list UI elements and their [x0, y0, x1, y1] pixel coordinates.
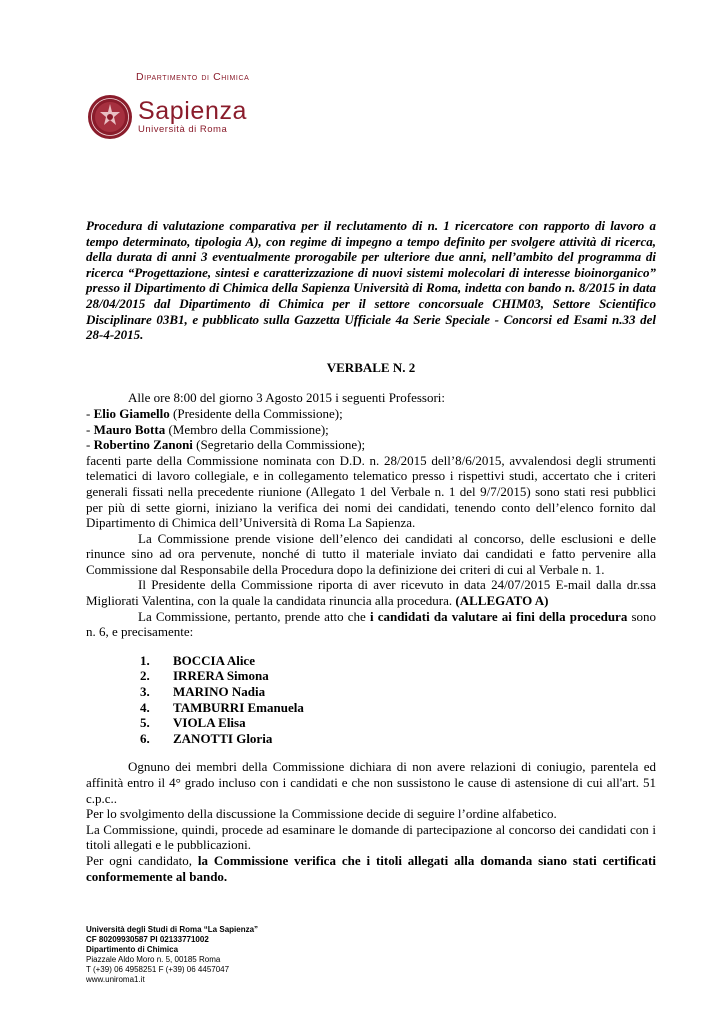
verification-emphasis: la Commissione verifica che i titoli allegati alla domanda siano stati certificati conformemente al bando.: [86, 852, 656, 884]
procedure-intro: Procedura di valutazione comparativa per il reclutamento di n. 1 ricercatore con rapporto di lavoro a tempo determinato, tipologia A), con regime di impegno a tempo definito per svolgere attività di ricerca, della durata di anni 3 eventualmente prorogabile per ulteriore due anni, nell’ambito del programma di ricerca “Progettazione, sintesi e caratterizzazione di nuovi sistemi molecolari di interesse bioinorganico” presso il Dipartimento di Chimica della Sapienza Università di Roma, indetta con bando n. 8/2015 in data 28/04/2015 dal Dipartimento di Chimica per il settore concorsuale CHIM03, Settore Scientifico Disciplinare 03B1, e pubblicato sulla Gazzetta Ufficiale 4a Serie Speciale - Concorsi ed Esami n.33 del 28-4-2015.: [86, 218, 656, 343]
candidate-number: 5.: [140, 715, 150, 731]
paragraph-commission: facenti parte della Commissione nominata con D.D. n. 28/2015 dell’8/6/2015, avvalendosi degli strumenti telematici di lavoro collegiale, e in collegamento telematico presso i rispettivi studi, accertato che i criteri generali fissati nella precedente riunione (Allegato 1 del Verbale n. 1 del 9/7/2015) sono stati resi pubblici per più di sette giorni, iniziano la verifica dei nomi dei candidati, tenendo conto dell’elenco fornito dal Dipartimento di Chimica dell’Università di Roma La Sapienza.: [86, 452, 656, 531]
list-item: [86, 668, 656, 684]
paragraph-order: Per lo svolgimento della discussione la Commissione decide di seguire l’ordine alfabetico.: [86, 806, 557, 822]
opening-line: Alle ore 8:00 del giorno 3 Agosto 2015 i seguenti Professori:: [128, 390, 446, 406]
document-body: [86, 218, 656, 884]
candidate-name: VIOLA Elisa: [173, 715, 246, 731]
member-name: Robertino Zanoni: [93, 437, 193, 453]
footer-address: [86, 925, 406, 985]
paragraph-review: La Commissione prende visione dell’elenco dei candidati al concorso, delle esclusioni e delle rinunce sino ad ora pervenute, nonché di tutto il materiale inviato dai candidati e fatto pervenire alla Commissione dal Responsabile della Procedura dopo la definizione dei criteri di cui al Verbale n. 1.: [86, 530, 656, 577]
withdrawal-text: Il Presidente della Commissione riporta di aver ricevuto in data 24/07/2015 E-mail dalla dr.ssa Migliorati Valentina, con la quale la candidata rinuncia alla procedura.: [86, 577, 656, 609]
footer-tax-codes: CF 80209930587 PI 02133771002: [86, 935, 209, 944]
footer-department: Dipartimento di Chimica: [86, 945, 179, 954]
member-prefix: -: [86, 405, 94, 421]
candidate-number: 1.: [140, 652, 150, 668]
candidates-emphasis: i candidati da valutare ai fini della procedura: [369, 608, 628, 624]
member-prefix: -: [86, 437, 94, 453]
candidate-name: BOCCIA Alice: [173, 652, 255, 668]
footer-university: Università degli Studi di Roma “La Sapienza”: [86, 925, 259, 934]
paragraph-examination: La Commissione, quindi, procede ad esaminare le domande di partecipazione al concorso dei candidati con i titoli allegati e le pubblicazioni.: [86, 821, 656, 853]
footer-website: www.uniroma1.it: [86, 975, 145, 984]
candidate-number: 3.: [140, 684, 150, 700]
footer-street: Piazzale Aldo Moro n. 5, 00185 Roma: [86, 955, 221, 964]
verification-text: Per ogni candidato,: [86, 852, 198, 868]
list-item: [86, 684, 656, 700]
university-subtitle: Università di Roma: [138, 124, 228, 135]
candidate-name: TAMBURRI Emanuela: [173, 699, 304, 715]
list-item: [86, 653, 656, 669]
member-prefix: -: [86, 421, 94, 437]
member-role: (Membro della Commissione);: [165, 421, 329, 437]
candidate-number: 4.: [140, 699, 150, 715]
candidates-text-b: sono n. 6, e precisamente:: [86, 608, 657, 640]
member-line: [86, 437, 656, 453]
document-title: VERBALE N. 2: [326, 359, 416, 375]
member-name: Mauro Botta: [93, 421, 166, 437]
member-role: (Segretario della Commissione);: [192, 437, 366, 453]
university-name: Sapienza: [138, 97, 248, 125]
paragraph-declaration: Ognuno dei membri della Commissione dichiara di non avere relazioni di coniugio, parentela ed affinità entro il 4° grado incluso con i candidati e che non sussistono le cause di astensione di cui all'art. 51 c.p.c..: [86, 759, 656, 806]
candidate-name: MARINO Nadia: [173, 684, 266, 700]
list-item: [86, 715, 656, 731]
paragraph-withdrawal: [86, 577, 656, 608]
paragraph-verification: [86, 853, 656, 884]
candidate-name: ZANOTTI Gloria: [173, 730, 273, 746]
candidate-name: IRRERA Simona: [173, 668, 269, 684]
list-item: [86, 731, 656, 747]
member-line: [86, 406, 656, 422]
candidate-number: 6.: [140, 730, 150, 746]
candidate-list: [86, 653, 656, 747]
candidate-number: 2.: [140, 668, 150, 684]
footer-phone: T (+39) 06 4958251 F (+39) 06 4457047: [86, 965, 230, 974]
member-role: (Presidente della Commissione);: [169, 405, 343, 421]
list-item: [86, 700, 656, 716]
candidates-text-a: La Commissione, pertanto, prende atto che: [138, 608, 370, 624]
attachment-label: (ALLEGATO A): [455, 593, 549, 609]
sapienza-seal-icon: [87, 94, 133, 140]
member-name: Elio Giamello: [93, 405, 170, 421]
paragraph-candidates: [86, 609, 656, 640]
department-heading: Dipartimento di Chimica: [136, 71, 250, 83]
member-line: [86, 422, 656, 438]
